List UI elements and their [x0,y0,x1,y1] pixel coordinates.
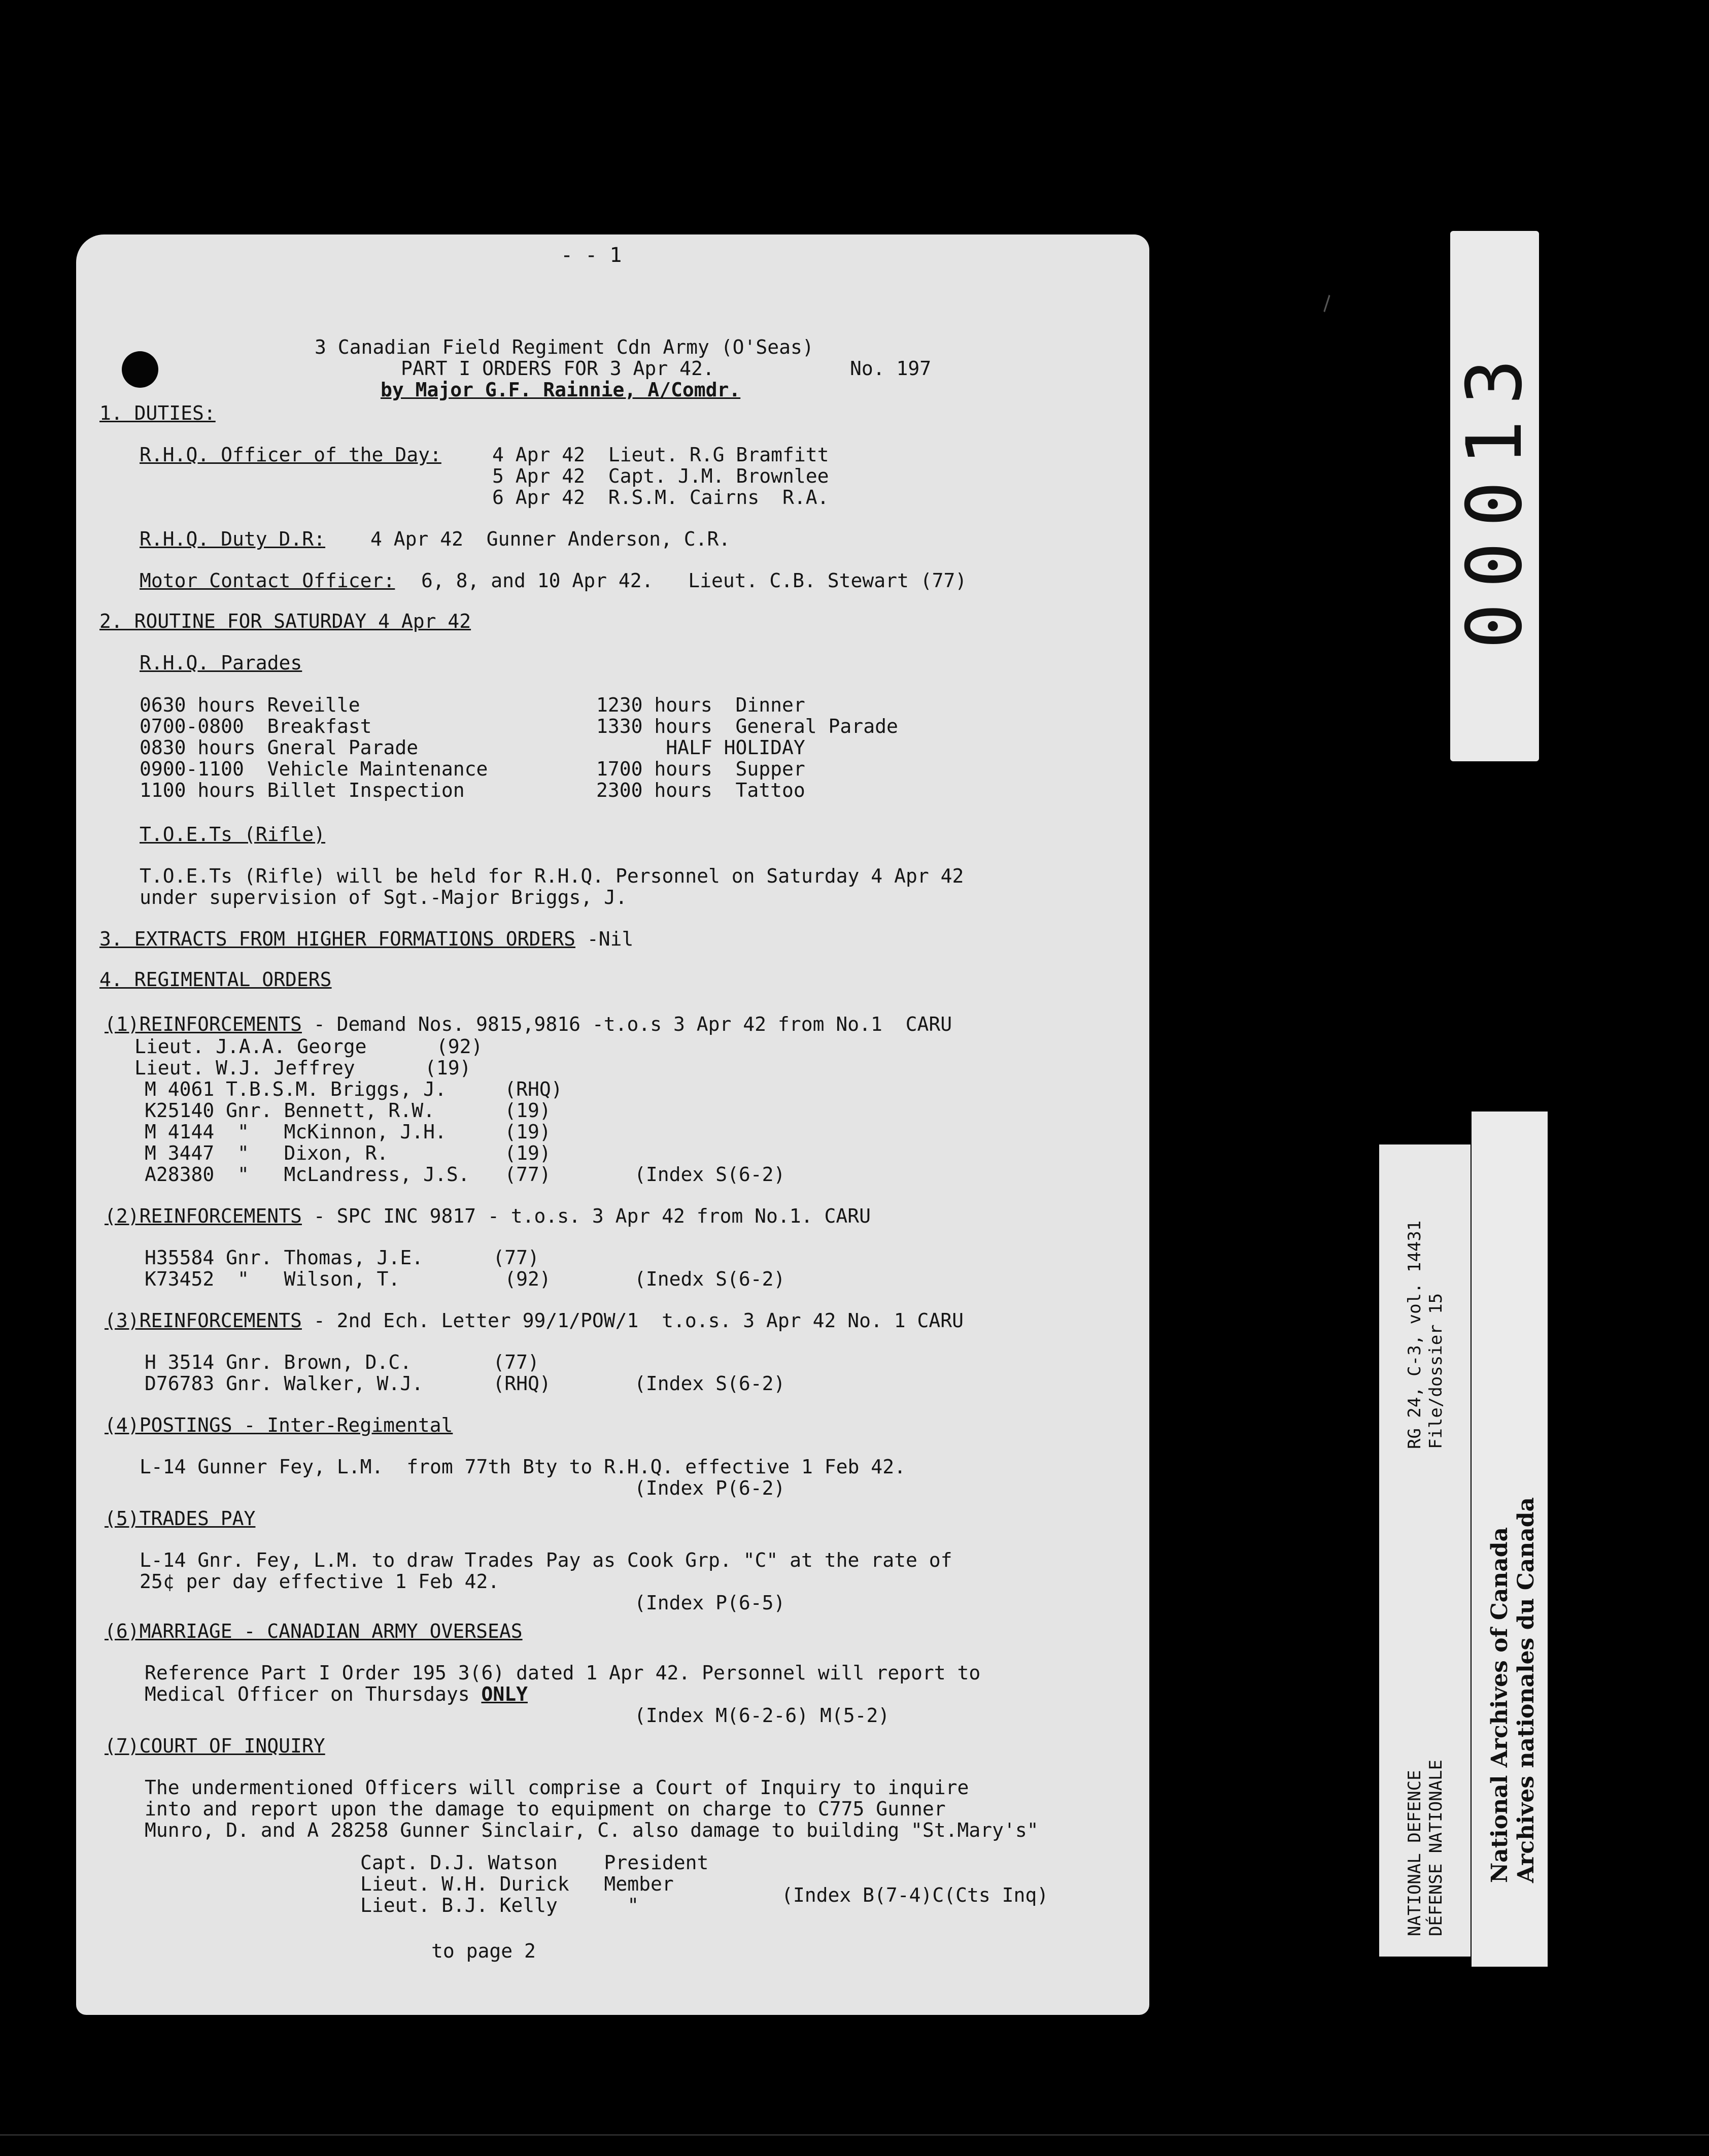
trades-pay-text: 25¢ per day effective 1 Feb 42. [140,1570,500,1593]
postings-text: L-14 Gunner Fey, L.M. from 77th Bty to R.H.Q. effective 1 Feb 42. [140,1456,906,1478]
toets-heading: T.O.E.Ts (Rifle) [140,823,326,846]
page-footer: to page 2 [431,1940,536,1962]
reinforcement-3-index: (Index S(6-2) [634,1372,785,1395]
postings-heading: (4)POSTINGS - Inter-Regimental [105,1414,453,1436]
reinforcements-2-text: - SPC INC 9817 - t.o.s. 3 Apr 42 from No.1. CARU [301,1205,871,1227]
court-text: into and report upon the damage to equipment on charge to C775 Gunner [145,1798,946,1820]
archive-dept-en: NATIONAL DEFENCE [1405,1770,1425,1936]
reinforcement-row: H 3514 Gnr. Brown, D.C. (77) [145,1351,539,1373]
reinforcement-row: M 3447 " Dixon, R. (19) [145,1142,551,1164]
trades-pay-text: L-14 Gnr. Fey, L.M. to draw Trades Pay as Cook Grp. "C" at the rate of [140,1549,952,1571]
court-member: Lieut. W.H. Durick Member [360,1873,674,1895]
reinforcements-1 [105,1013,952,1035]
archive-label-right [1472,1111,1548,1967]
toets-text: T.O.E.Ts (Rifle) will be held for R.H.Q. Personnel on Saturday 4 Apr 42 [140,865,964,887]
reinforcement-row: A28380 " McLandress, J.S. (77) [145,1163,551,1186]
scratch-mark: ∖ [1314,290,1338,317]
reinforcements-1-heading: (1)REINFORCEMENTS [105,1013,302,1035]
routine-right: 1330 hours General Parade [596,715,898,737]
postings-index: (Index P(6-2) [634,1477,785,1499]
frame-number: 00013 [1450,343,1539,649]
marriage-heading: (6)MARRIAGE - CANADIAN ARMY OVERSEAS [105,1620,523,1642]
duties-heading: 1. DUTIES: [99,402,216,424]
reinforcement-row: M 4061 T.B.S.M. Briggs, J. (RHQ) [145,1078,563,1100]
reinforcements-1-text: - Demand Nos. 9815,9816 -t.o.s 3 Apr 42 from No.1 CARU [301,1013,952,1035]
frame-number-card [1450,231,1539,761]
court-member: Capt. D.J. Watson President [360,1851,709,1874]
marriage-text: Medical Officer on Thursdays [145,1683,482,1705]
reinforcement-row: K25140 Gnr. Bennett, R.W. (19) [145,1099,551,1122]
punch-hole [122,351,158,388]
header-line3: by Major G.F. Rainnie, A/Comdr. [381,379,741,401]
reinforcement-2-index: (Inedx S(6-2) [634,1268,785,1290]
officer-row: 5 Apr 42 Capt. J.M. Brownlee [492,465,829,487]
archive-name-en: National Archives of Canada [1487,1527,1513,1883]
duty-dr-label: R.H.Q. Duty D.R: [140,528,326,550]
archive-file: File/dossier 15 [1426,1293,1446,1449]
routine-heading: 2. ROUTINE FOR SATURDAY 4 Apr 42 [99,610,471,632]
marriage-index: (Index M(6-2-6) M(5-2) [634,1704,890,1727]
court-member: Lieut. B.J. Kelly " [360,1894,639,1916]
court-text: The undermentioned Officers will comprise a Court of Inquiry to inquire [145,1776,969,1799]
reinforcements-2-heading: (2)REINFORCEMENTS [105,1205,302,1227]
routine-right: HALF HOLIDAY [596,736,805,759]
motor-contact-value: 6, 8, and 10 Apr 42. Lieut. C.B. Stewart (77) [421,569,967,592]
reinforcement-row: Lieut. J.A.A. George (92) [134,1035,483,1058]
header-line1: 3 Canadian Field Regiment Cdn Army (O'Seas) [315,336,814,358]
routine-left: 0900-1100 Vehicle Maintenance [140,758,488,780]
top-mark: - - 1 [561,244,622,267]
document-page [76,234,1149,2015]
film-edge-line [0,2134,1709,2136]
parades-heading: R.H.Q. Parades [140,652,302,674]
court-of-inquiry-heading: (7)COURT OF INQUIRY [105,1735,325,1757]
reinforcements-3-heading: (3)REINFORCEMENTS [105,1309,302,1332]
extracts-heading: 3. EXTRACTS FROM HIGHER FORMATIONS ORDERS [99,928,575,950]
toets-text: under supervision of Sgt.-Major Briggs, J. [140,886,627,908]
marriage-only: ONLY [481,1683,528,1705]
routine-left: 0700-0800 Breakfast [140,715,372,737]
reinforcement-1-index: (Index S(6-2) [634,1163,785,1186]
routine-left: 0830 hours Gneral Parade [140,736,419,759]
court-index: (Index B(7-4)C(Cts Inq) [781,1884,1049,1906]
officer-row: 6 Apr 42 R.S.M. Cairns R.A. [492,486,829,509]
routine-left: 1100 hours Billet Inspection [140,779,465,801]
routine-right: 1230 hours Dinner [596,694,805,716]
reinforcement-row: K73452 " Wilson, T. (92) [145,1268,551,1290]
officer-of-day-label: R.H.Q. Officer of the Day: [140,444,441,466]
archive-label-left [1379,1144,1471,1957]
marriage-text: Reference Part I Order 195 3(6) dated 1 Apr 42. Personnel will report to [145,1662,981,1684]
reinforcements-3 [105,1309,964,1332]
extracts-line [99,928,633,950]
marriage-text-line2 [145,1683,528,1705]
header-line2: PART I ORDERS FOR 3 Apr 42. [401,357,714,380]
reinforcement-row: H35584 Gnr. Thomas, J.E. (77) [145,1247,539,1269]
archive-ref: RG 24, C-3, vol. 14431 [1405,1220,1425,1449]
routine-right: 1700 hours Supper [596,758,805,780]
court-text: Munro, D. and A 28258 Gunner Sinclair, C. also damage to building "St.Mary's" [145,1819,1039,1841]
reinforcements-3-text: - 2nd Ech. Letter 99/1/POW/1 t.o.s. 3 Apr 42 No. 1 CARU [301,1309,964,1332]
reinforcement-row: Lieut. W.J. Jeffrey (19) [134,1057,471,1079]
routine-left: 0630 hours Reveille [140,694,360,716]
trades-pay-index: (Index P(6-5) [634,1592,785,1614]
duty-dr-value: 4 Apr 42 Gunner Anderson, C.R. [370,528,731,550]
archive-name-fr: Archives nationales du Canada [1513,1497,1539,1883]
order-number: No. 197 [850,357,932,380]
extracts-value: -Nil [575,928,634,950]
routine-right: 2300 hours Tattoo [596,779,805,801]
reinforcement-row: D76783 Gnr. Walker, W.J. (RHQ) [145,1372,551,1395]
officer-row: 4 Apr 42 Lieut. R.G Bramfitt [492,444,829,466]
regimental-heading: 4. REGIMENTAL ORDERS [99,968,332,991]
reinforcements-2 [105,1205,871,1227]
archive-dept-fr: DÉFENSE NATIONALE [1426,1760,1446,1936]
reinforcement-row: M 4144 " McKinnon, J.H. (19) [145,1121,551,1143]
trades-pay-heading: (5)TRADES PAY [105,1507,256,1530]
motor-contact-label: Motor Contact Officer: [140,569,395,592]
